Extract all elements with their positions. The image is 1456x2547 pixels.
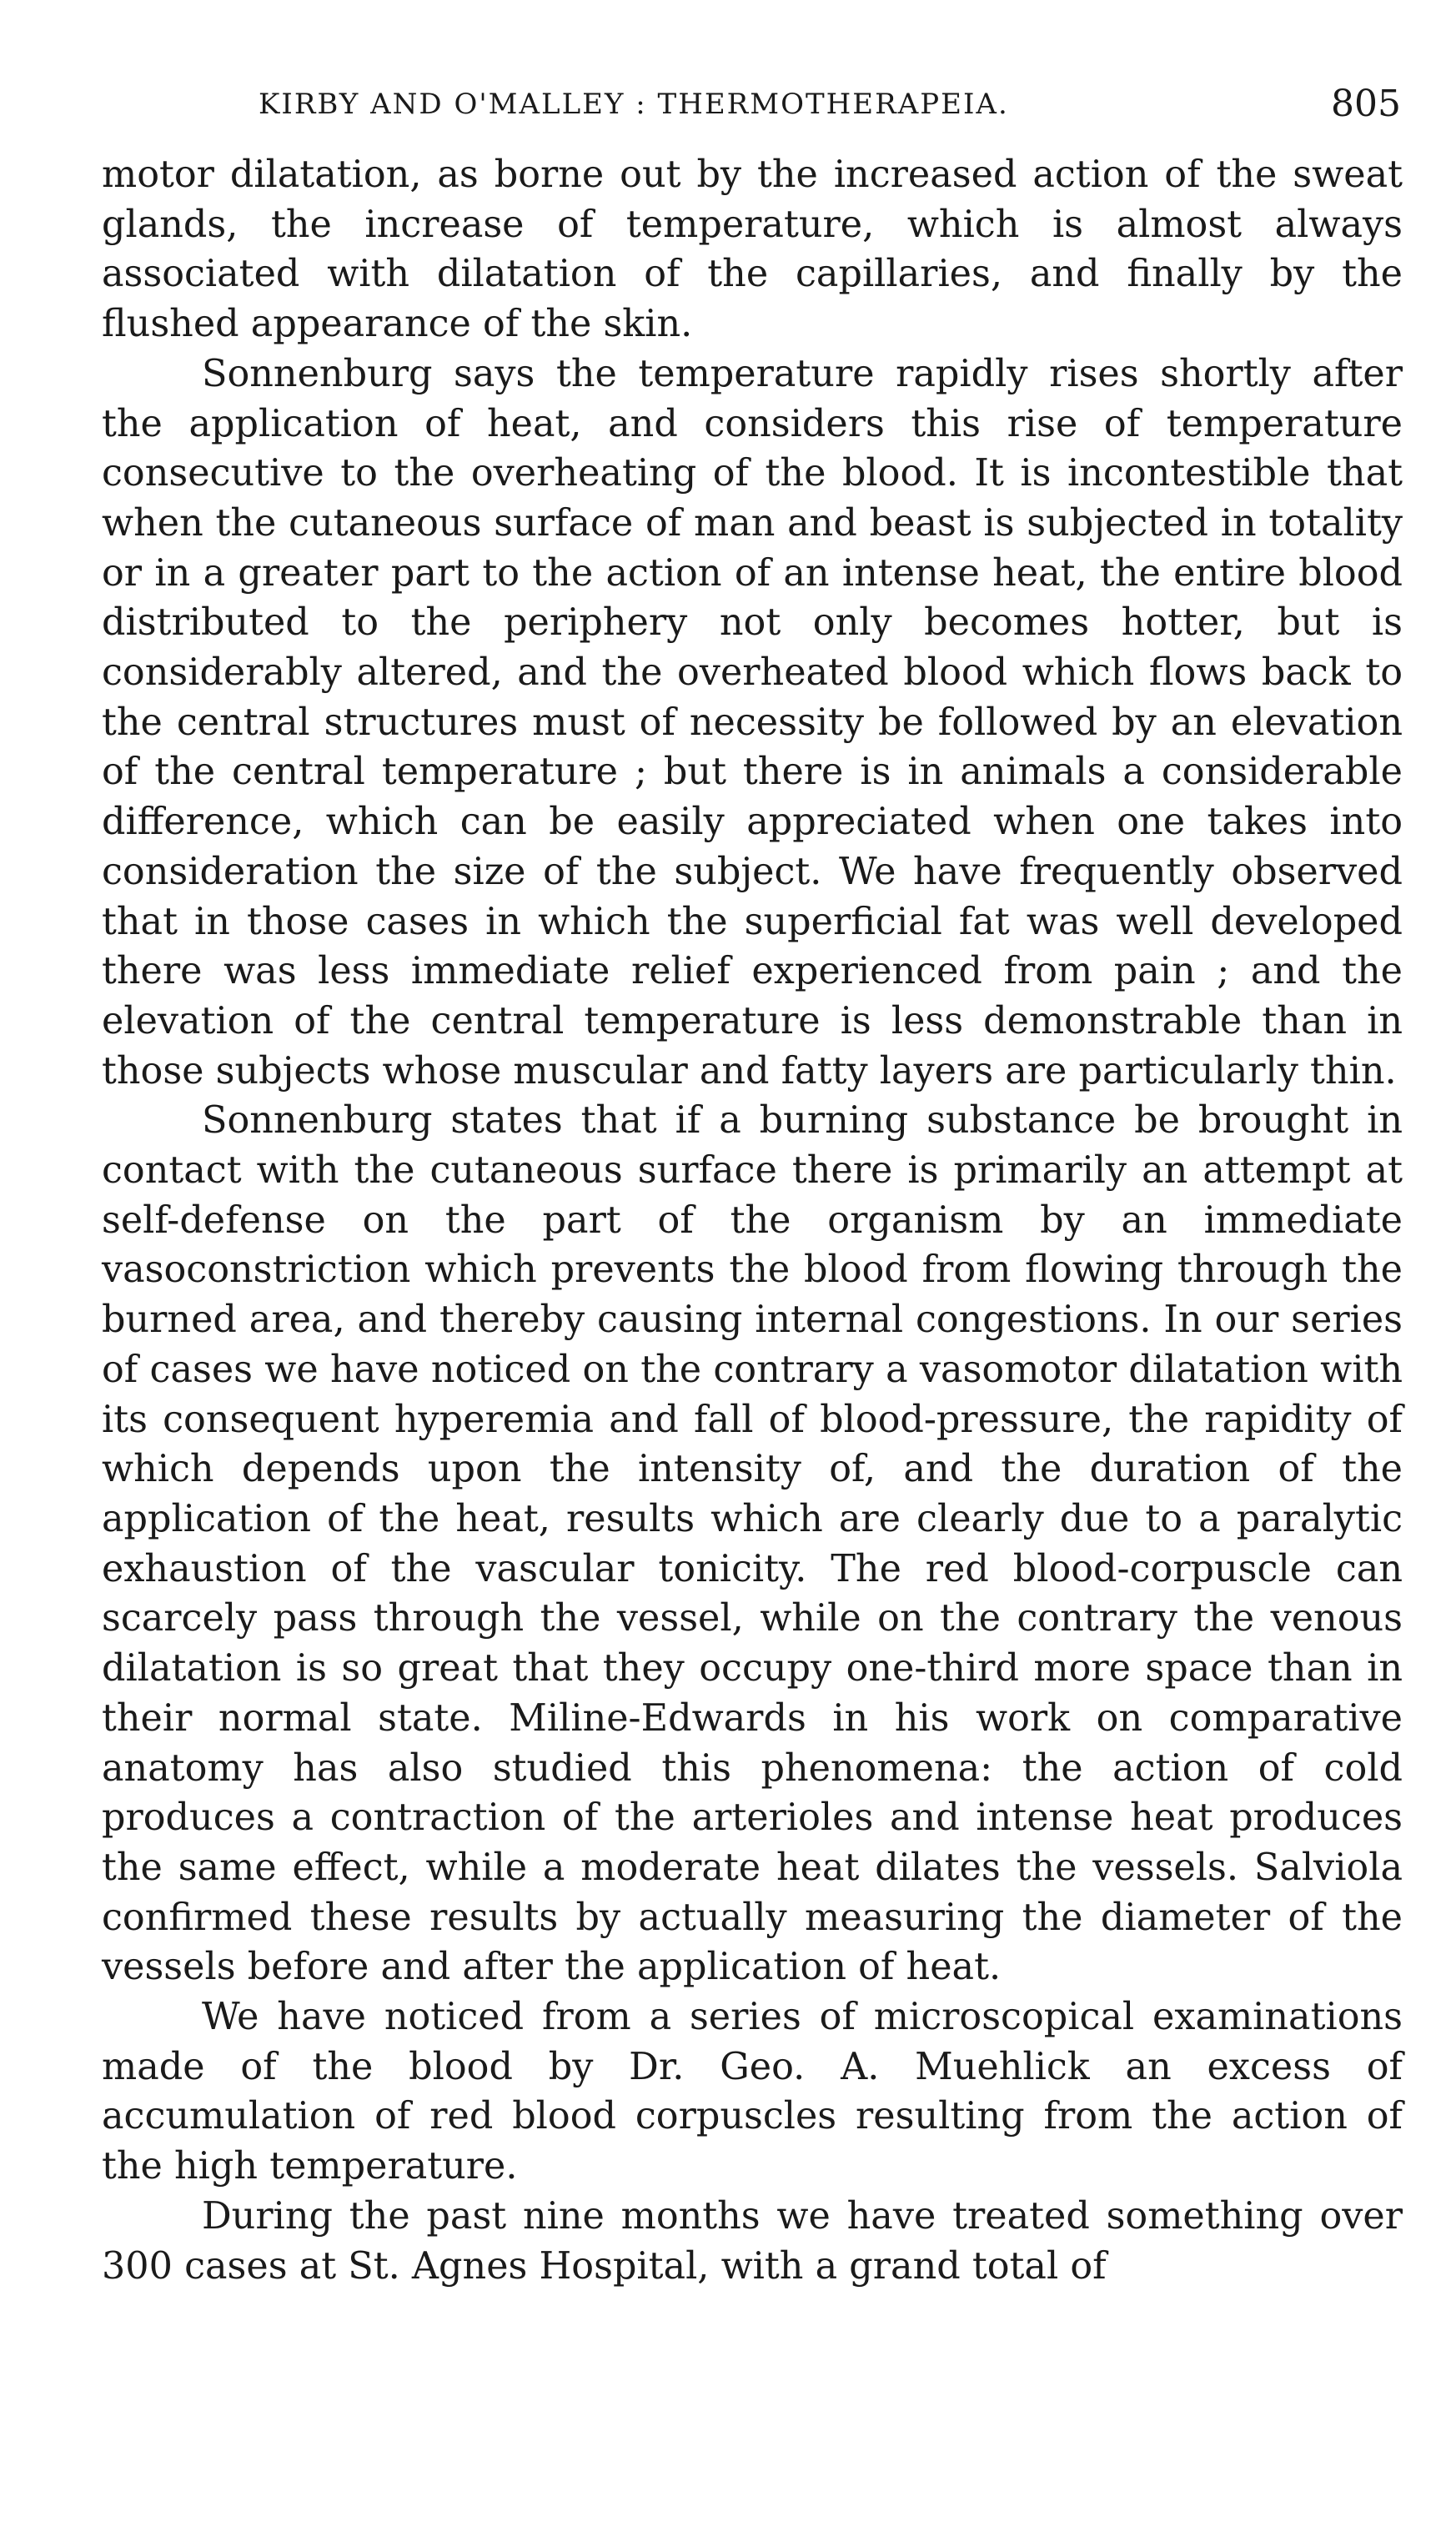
running-title: KIRBY AND O'MALLEY : THERMOTHERAPEIA. [259,88,1009,121]
page-number: 805 [1331,83,1401,125]
paragraph-microscopical: We have noticed from a series of microscopical examinations made of the blood by Dr. Geo. A. Muehlick an excess of accumulation of red blood corpuscles resulting from the action of the high temperature. [102,1996,1403,2188]
paragraph-cases: During the past nine months we have treated something over 300 cases at St. Agnes Hospital, with a grand total of [102,2194,1403,2288]
body-text [102,150,1403,2291]
running-head [100,79,1401,129]
paragraph-continued: motor dilatation, as borne out by the increased action of the sweat glands, the increase of temperature, which is almost always associated with dilatation of the capillaries, and finally by the flushed appearance of the skin. [102,153,1403,346]
paragraph-sonnenburg-temperature: Sonnenburg says the temperature rapidly rises shortly after the application of heat, and considers this rise of temperature consecutive to the overheating of the blood. It is incontestible that when the cutaneous surface of man and beast is subjected in totality or in a greater part to the action of an intense heat, the entire blood distributed to the periphery not only becomes hotter, but is considerably altered, and the overheated blood which flows back to the central structures must of necessity be followed by an elevation of the central temperature ; but there is in animals a considerable difference, which can be easily appreciated when one takes into consideration the size of the subject. We have frequently observed that in those cases in which the superficial fat was well developed there was less immediate relief experienced from pain ; and the elevation of the central temperature is less demonstrable than in those subjects whose muscular and fatty layers are particularly thin. [102,352,1403,1093]
paragraph-sonnenburg-burning: Sonnenburg states that if a burning substance be brought in contact with the cutaneous surface there is primarily an attempt at self-defense on the part of the organism by an immediate vasoconstriction which prevents the blood from flowing through the burned area, and thereby causing internal congestions. In our series of cases we have noticed on the contrary a vasomotor dilatation with its consequent hyperemia and fall of blood-pressure, the rapidity of which depends upon the intensity of, and the duration of the application of the heat, results which are clearly due to a paralytic exhaustion of the vascular tonicity. The red blood-corpuscle can scarcely pass through the vessel, while on the contrary the venous dilatation is so great that they occupy one-third more space than in their normal state. Miline-Edwards in his work on comparative anatomy has also studied this phenomena: the action of cold produces a contraction of the arterioles and intense heat produces the same effect, while a moderate heat dilates the vessels. Salviola confirmed these results by actually measuring the diameter of the vessels before and after the application of heat. [102,1099,1403,1989]
